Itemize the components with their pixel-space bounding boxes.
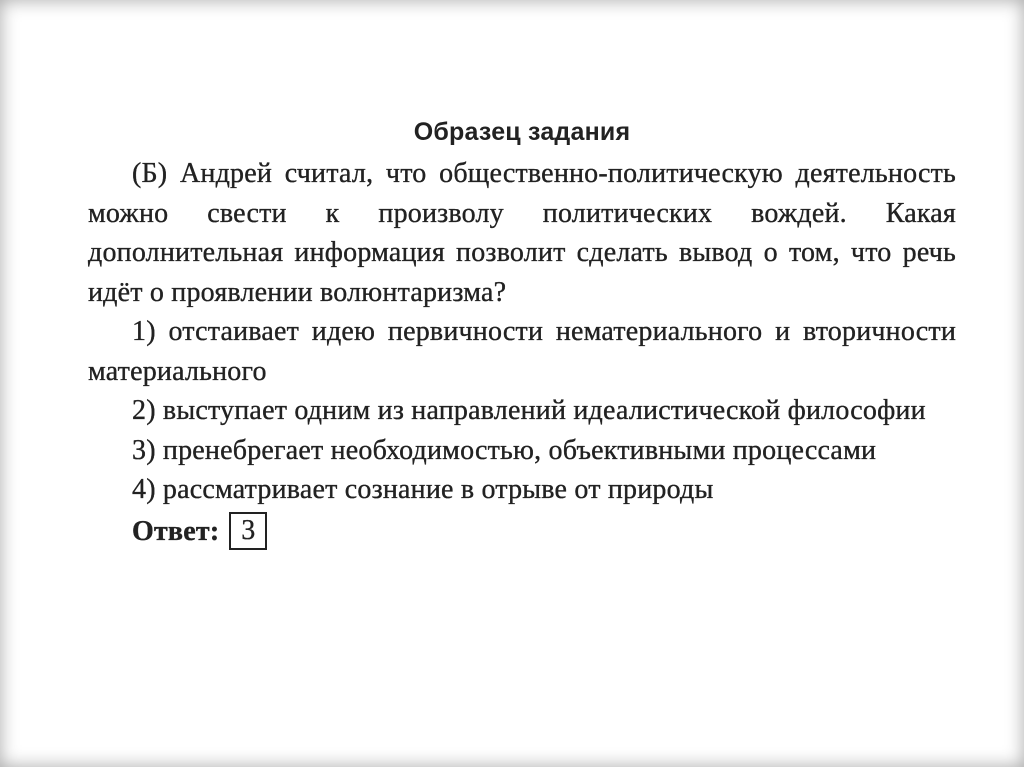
- task-heading: Образец задания: [413, 118, 631, 146]
- option-1: 1) отстаивает идею первичности нематериального и вторичности материального: [88, 316, 956, 387]
- option-2: 2) выступает одним из направлений идеалистической философии: [132, 395, 926, 426]
- answer-box: 3: [229, 512, 267, 550]
- answer-label: Ответ:: [132, 515, 220, 547]
- answer-row: [88, 512, 956, 552]
- option-4: 4) рассматривает сознание в отрыве от природы: [132, 474, 714, 505]
- option-3: 3) пренебрегает необходимостью, объективными процессами: [132, 434, 877, 466]
- task-content: [88, 112, 956, 551]
- task-question: (Б) Андрей считал, что общественно-политическую деятельность можно свести к произволу политических вождей. Какая дополнительная информация позволит сделать вывод о том, что речь идёт о проявлении волюнтаризма?: [88, 158, 956, 308]
